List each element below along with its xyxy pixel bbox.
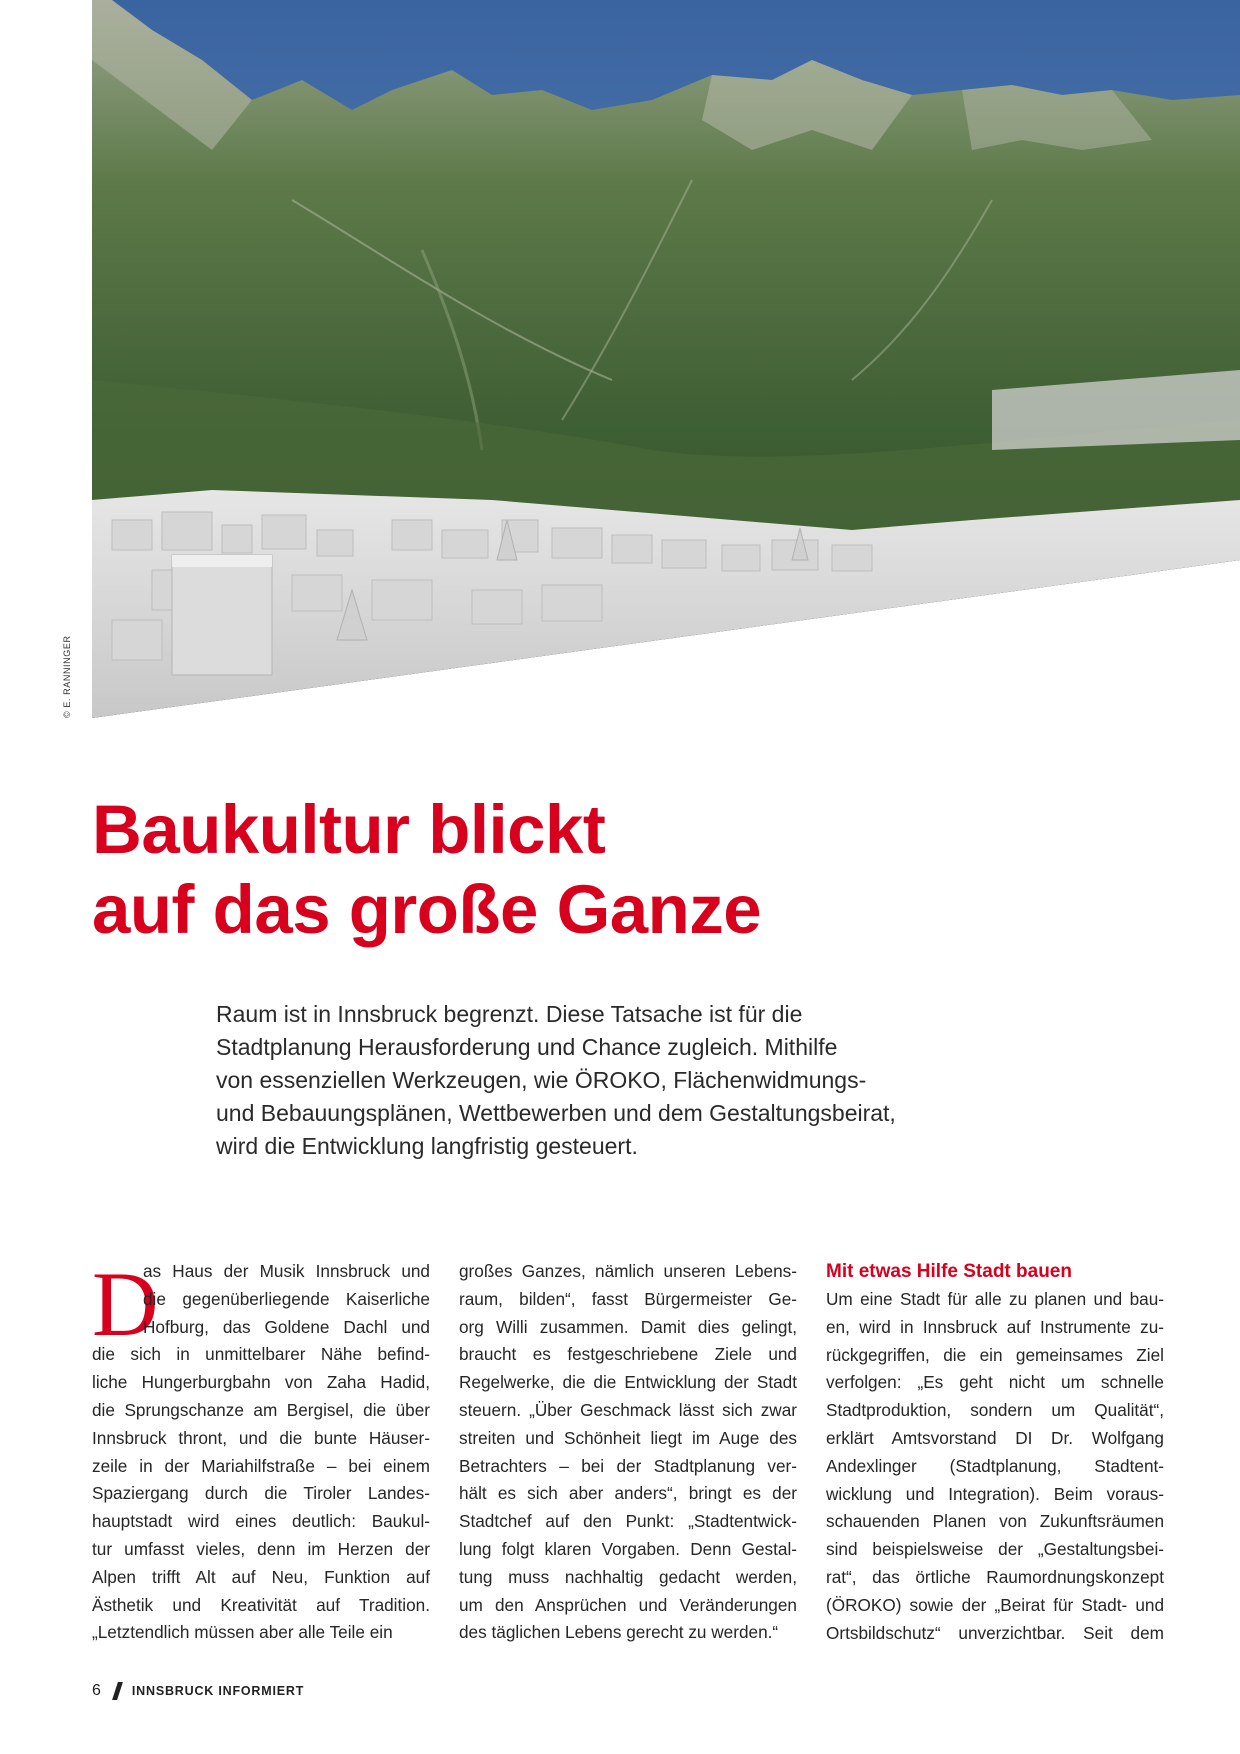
- body-line: verfolgen: „Es geht nicht um schnelle: [826, 1372, 1164, 1393]
- body-line: Hofburg, das Goldene Dachl und: [143, 1316, 430, 1337]
- body-line: hält es sich aber anders“, bringt es der: [459, 1483, 797, 1504]
- body-line: wicklung und Integration). Beim voraus-: [826, 1483, 1164, 1504]
- body-line: Stadtproduktion, sondern um Qualität“,: [826, 1400, 1164, 1421]
- body-line: Ortsbildschutz“ unverzichtbar. Seit dem: [826, 1622, 1164, 1643]
- body-line: org Willi zusammen. Damit dies gelingt,: [459, 1316, 797, 1337]
- body-line: steuern. „Über Geschmack lässt sich zwar: [459, 1399, 797, 1420]
- body-line: Andexlinger (Stadtplanung, Stadtent-: [826, 1455, 1164, 1476]
- lead-line: wird die Entwicklung langfristig gesteuert.: [216, 1133, 638, 1159]
- body-line: as Haus der Musik Innsbruck und: [143, 1261, 430, 1281]
- body-line: tur umfasst vieles, denn im Herzen der: [92, 1538, 430, 1559]
- page-number: 6: [92, 1682, 101, 1699]
- body-line: des täglichen Lebens gerecht zu werden.“: [459, 1622, 779, 1643]
- page-title: [92, 790, 761, 950]
- body-column-1: [92, 1253, 430, 1647]
- body-line: Regelwerke, die die Entwicklung der Stadt: [459, 1372, 797, 1393]
- lead-line: Stadtplanung Herausforderung und Chance zugleich. Mithilfe: [216, 1034, 838, 1060]
- body-line: „Letztendlich müssen aber alle Teile ein: [92, 1622, 393, 1643]
- body-line: (ÖROKO) sowie der „Beirat für Stadt- und: [826, 1594, 1164, 1615]
- body-line: Betrachters – bei der Stadtplanung ver-: [459, 1455, 797, 1476]
- publication-name: INNSBRUCK INFORMIERT: [131, 1684, 305, 1698]
- drop-cap: D: [92, 1253, 159, 1355]
- body-line: um den Ansprüchen und Veränderungen: [459, 1594, 797, 1615]
- body-line: Innsbruck thront, und die bunte Häuser-: [92, 1427, 430, 1448]
- photo-credit: © E. RANNINGER: [62, 635, 72, 718]
- body-line: erklärt Amtsvorstand DI Dr. Wolfgang: [826, 1427, 1164, 1448]
- body-line: zeile in der Mariahilfstraße – bei einem: [92, 1455, 430, 1476]
- slash-divider-icon: [112, 1682, 123, 1700]
- body-line: Alpen trifft Alt auf Neu, Funktion auf: [92, 1566, 430, 1587]
- subheading: Mit etwas Hilfe Stadt bauen: [826, 1261, 1072, 1282]
- title-line: Baukultur blickt: [92, 791, 606, 868]
- hero-image: [92, 0, 1240, 718]
- body-line: Ästhetik und Kreativität auf Tradition.: [92, 1594, 430, 1615]
- body-line: die gegenüberliegende Kaiserliche: [143, 1288, 430, 1309]
- body-line: rückgegriffen, die ein gemeinsames Ziel: [826, 1344, 1164, 1365]
- body-column-3: [826, 1286, 1164, 1647]
- body-line: die Sprungschanze am Bergisel, die über: [92, 1399, 430, 1420]
- lead-line: und Bebauungsplänen, Wettbewerben und dem Gestaltungsbeirat,: [216, 1100, 896, 1126]
- body-line: braucht es festgeschriebene Ziele und: [459, 1344, 797, 1365]
- body-line: sind beispielsweise der „Gestaltungsbei-: [826, 1539, 1164, 1560]
- body-line: en, wird in Innsbruck auf Instrumente zu-: [826, 1316, 1164, 1337]
- body-line: raum, bilden“, fasst Bürgermeister Ge-: [459, 1288, 797, 1309]
- body-line: tung muss nachhaltig gedacht werden,: [459, 1566, 797, 1587]
- body-line: schauenden Planen von Zukunftsräumen: [826, 1511, 1164, 1532]
- body-line: streiten und Schönheit liegt im Auge des: [459, 1427, 797, 1448]
- body-column-2: [459, 1258, 797, 1647]
- lead-paragraph: [216, 998, 976, 1163]
- lead-line: Raum ist in Innsbruck begrenzt. Diese Tatsache ist für die: [216, 1001, 803, 1027]
- body-line: Spaziergang durch die Tiroler Landes-: [92, 1483, 430, 1504]
- body-line: großes Ganzes, nämlich unseren Lebens-: [459, 1261, 797, 1281]
- body-line: rat“, das örtliche Raumordnungskonzept: [826, 1566, 1164, 1587]
- body-line: die sich in unmittelbarer Nähe befind-: [92, 1344, 430, 1365]
- body-line: Stadtchef auf den Punkt: „Stadtentwick-: [459, 1511, 797, 1532]
- title-line: auf das große Ganze: [92, 871, 762, 948]
- body-line: hauptstadt wird eines deutlich: Baukul-: [92, 1511, 430, 1532]
- page-footer: [92, 1682, 304, 1700]
- body-line: liche Hungerburgbahn von Zaha Hadid,: [92, 1372, 430, 1393]
- body-line: Um eine Stadt für alle zu planen und bau-: [826, 1289, 1164, 1309]
- body-line: lung folgt klaren Vorgaben. Denn Gestal-: [459, 1538, 797, 1559]
- lead-line: von essenziellen Werkzeugen, wie ÖROKO, Flächenwidmungs-: [216, 1067, 867, 1093]
